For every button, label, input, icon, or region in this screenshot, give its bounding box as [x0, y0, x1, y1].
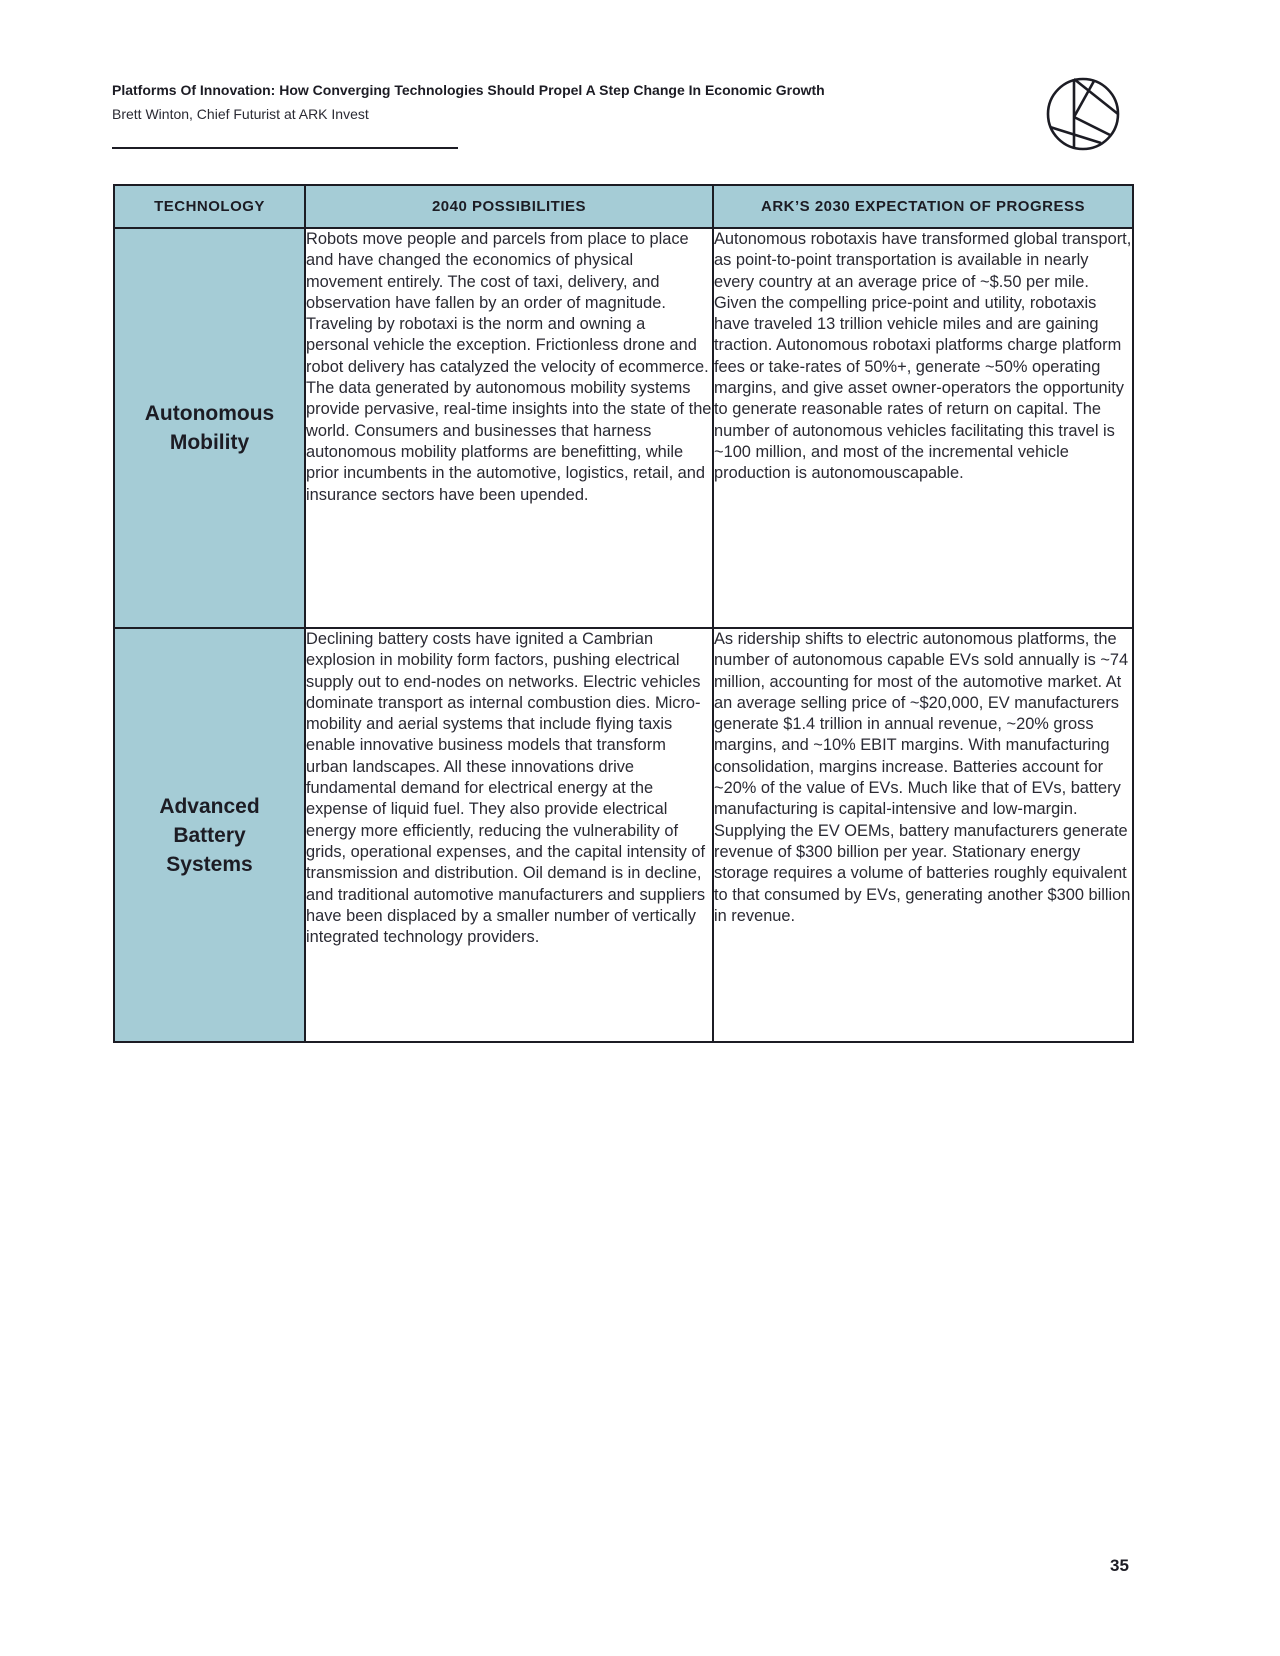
- document-title: Platforms Of Innovation: How Converging Technologies Should Propel A Step Change In Economic Growth: [112, 82, 825, 98]
- possibilities-cell: Declining battery costs have ignited a Cambrian explosion in mobility form factors, pushing electrical supply out to end-nodes on networks. Electric vehicles dominate transport as internal combustion dies. Micro-mobility and aerial systems that include flying taxis enable innovative business models that transform urban landscapes. All these innovations drive fundamental demand for electrical energy at the expense of liquid fuel. They also provide electrical energy more efficiently, reducing the vulnerability of grids, operational expenses, and the capital intensity of transmission and distribution. Oil demand is in decline, and traditional automotive manufacturers and suppliers have been displaced by a smaller number of vertically integrated technology providers.: [305, 628, 713, 1042]
- technology-cell: [114, 628, 305, 1042]
- technology-name-line: Systems: [166, 852, 253, 876]
- table-row: [114, 628, 1133, 1042]
- header-divider: [112, 147, 458, 149]
- expectation-cell: As ridership shifts to electric autonomous platforms, the number of autonomous capable EVs sold annually is ~74 million, accounting for most of the automotive market. At an average selling price of ~$20,000, EV manufacturers generate $1.4 trillion in annual revenue, ~20% gross margins, and ~10% EBIT margins. With manufacturing consolidation, margins increase. Batteries account for ~20% of the value of EVs. Much like that of EVs, battery manufacturing is capital-intensive and low-margin. Supplying the EV OEMs, battery manufacturers generate revenue of $300 billion per year. Stationary energy storage requires a volume of batteries roughly equivalent to that consumed by EVs, generating another $300 billion in revenue.: [713, 628, 1133, 1042]
- table-header-row: [114, 185, 1133, 228]
- column-header-technology: TECHNOLOGY: [114, 185, 305, 228]
- column-header-2030-expectation: ARK’S 2030 EXPECTATION OF PROGRESS: [713, 185, 1133, 228]
- technology-name-line: Battery: [173, 823, 246, 847]
- technology-name-line: Advanced: [159, 794, 260, 818]
- page-number: 35: [1110, 1556, 1129, 1575]
- technology-table: [113, 184, 1134, 1043]
- technology-name-line: Mobility: [169, 431, 250, 454]
- ark-logo-icon: [1046, 77, 1120, 151]
- technology-cell: [114, 228, 305, 628]
- document-author: Brett Winton, Chief Futurist at ARK Invest: [112, 106, 369, 122]
- column-header-2040-possibilities: 2040 POSSIBILITIES: [305, 185, 713, 228]
- expectation-cell: Autonomous robotaxis have transformed global transport, as point-to-point transportation is available in nearly every country at an average price of ~$.50 per mile. Given the compelling price-point and utility, robotaxis have traveled 13 trillion vehicle miles and are gaining traction. Autonomous robotaxi platforms charge platform fees or take-rates of 50%+, generate ~50% operating margins, and give asset owner-operators the opportunity to generate reasonable rates of return on capital. The number of autonomous vehicles facilitating this travel is ~100 million, and most of the incremental vehicle production is autonomouscapable.: [713, 228, 1133, 628]
- technology-name-line: Autonomous: [144, 402, 275, 425]
- possibilities-cell: Robots move people and parcels from place to place and have changed the economics of physical movement entirely. The cost of taxi, delivery, and observation have fallen by an order of magnitude. Traveling by robotaxi is the norm and owning a personal vehicle the exception. Frictionless drone and robot delivery has catalyzed the velocity of ecommerce. The data generated by autonomous mobility systems provide pervasive, real-time insights into the state of the world. Consumers and businesses that harness autonomous mobility platforms are benefitting, while prior incumbents in the automotive, logistics, retail, and insurance sectors have been upended.: [305, 228, 713, 628]
- table-row: [114, 228, 1133, 628]
